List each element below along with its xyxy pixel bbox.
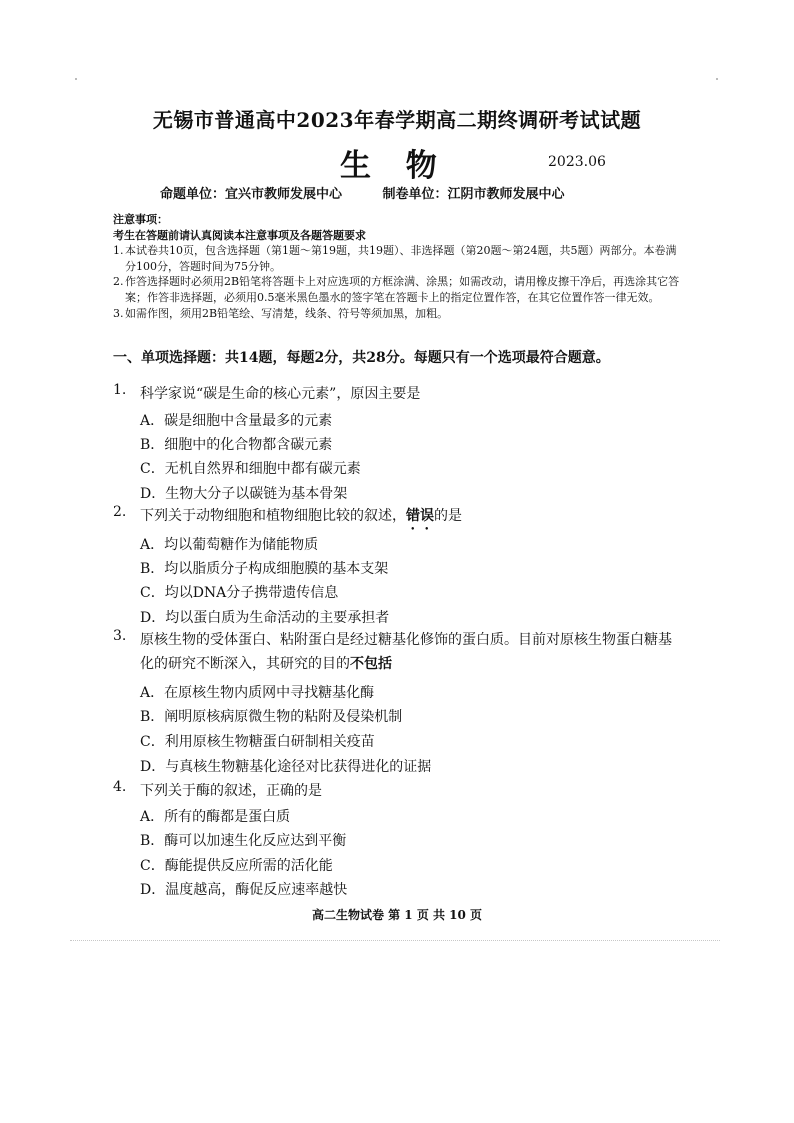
question-3	[113, 628, 685, 676]
emphasis-word: 错误	[406, 508, 434, 524]
question-4	[113, 779, 685, 803]
scan-speck	[716, 78, 718, 80]
stem-text: 原核生物的受体蛋白、粘附蛋白是经过糖基化修饰的蛋白质。目前对原核生物蛋白糖基化的研究不断深入，其研究的目的	[140, 632, 672, 672]
option-b: B．酶可以加速生化反应达到平衡	[140, 833, 347, 849]
instruction-number: 1.	[113, 244, 124, 258]
instructions	[113, 212, 687, 321]
instruction-item	[113, 306, 687, 322]
option-d: D．与真核生物糖基化途径对比获得进化的证据	[140, 759, 432, 775]
instruction-text: 作答选择题时必须用2B铅笔将答题卡上对应选项的方框涂满、涂黑；如需改动，请用橡皮擦干净后，再选涂其它答案；作答非选择题，必须用0.5毫米黑色墨水的签字笔在答题卡上的指定位置作答，在其它位置作答一律无效。	[125, 275, 680, 304]
setter-unit: 命题单位：宜兴市教师发展中心	[160, 187, 343, 202]
option-b: B．细胞中的化合物都含碳元素	[140, 437, 333, 453]
option-a: A．所有的酶都是蛋白质	[140, 809, 291, 825]
exam-title: 无锡市普通高中2023年春学期高二期终调研考试试题	[152, 108, 642, 132]
question-stem	[140, 504, 685, 533]
question-number: 2.	[113, 504, 127, 520]
option-b: B．阐明原核病原微生物的粘附及侵染机制	[140, 709, 403, 725]
subject-title: 生 物	[340, 148, 449, 184]
instruction-item	[113, 243, 687, 274]
exam-date: 2023.06	[548, 154, 606, 170]
issuing-units	[160, 183, 565, 202]
section-heading: 一、单项选择题：共14题，每题2分，共28分。每题只有一个选项最符合题意。	[113, 350, 610, 366]
printer-unit: 制卷单位：江阴市教师发展中心	[382, 187, 565, 202]
instructions-heading: 注意事项：	[113, 213, 168, 226]
option-a: A．在原核生物内质网中寻找糖基化酶	[140, 685, 375, 701]
option-b: B．均以脂质分子构成细胞膜的基本支架	[140, 561, 389, 577]
question-stem: 下列关于酶的叙述，正确的是	[140, 783, 322, 799]
option-a: A．碳是细胞中含量最多的元素	[140, 413, 333, 429]
question-number: 3.	[113, 628, 127, 644]
question-stem: 科学家说“碳是生命的核心元素”，原因主要是	[140, 386, 421, 402]
stem-text: 下列关于动物细胞和植物细胞比较的叙述，	[140, 508, 406, 524]
option-c: C．酶能提供反应所需的活化能	[140, 858, 333, 874]
question-stem	[140, 628, 685, 676]
instruction-number: 2.	[113, 275, 124, 289]
question-2	[113, 504, 685, 533]
question-number: 1.	[113, 382, 127, 398]
emphasis-word: 不包括	[350, 656, 392, 672]
option-c: C．利用原核生物糖蛋白研制相关疫苗	[140, 734, 375, 750]
option-a: A．均以葡萄糖作为储能物质	[140, 537, 319, 553]
question-1	[113, 382, 685, 406]
instruction-text: 如需作图，须用2B铅笔绘、写清楚，线条、符号等须加黑，加粗。	[125, 306, 449, 320]
divider	[70, 940, 720, 941]
option-c: C．无机自然界和细胞中都有碳元素	[140, 461, 361, 477]
page-footer: 高二生物试卷 第 1 页 共 10 页	[311, 908, 483, 922]
instruction-text: 本试卷共10页，包含选择题（第1题～第19题，共19题）、非选择题（第20题～第24题，共5题）两部分。本卷满分100分，答题时间为75分钟。	[125, 244, 677, 273]
option-d: D．生物大分子以碳链为基本骨架	[140, 486, 348, 502]
option-c: C．均以DNA分子携带遗传信息	[140, 585, 339, 601]
question-number: 4.	[113, 779, 127, 795]
option-d: D．均以蛋白质为生命活动的主要承担者	[140, 610, 390, 626]
instruction-number: 3.	[113, 306, 124, 320]
stem-text: 的是	[434, 508, 462, 524]
option-d: D．温度越高，酶促反应速率越快	[140, 882, 348, 898]
instruction-item	[113, 274, 687, 305]
instructions-subheading: 考生在答题前请认真阅读本注意事项及各题答题要求	[113, 228, 366, 242]
scan-speck	[75, 78, 77, 80]
